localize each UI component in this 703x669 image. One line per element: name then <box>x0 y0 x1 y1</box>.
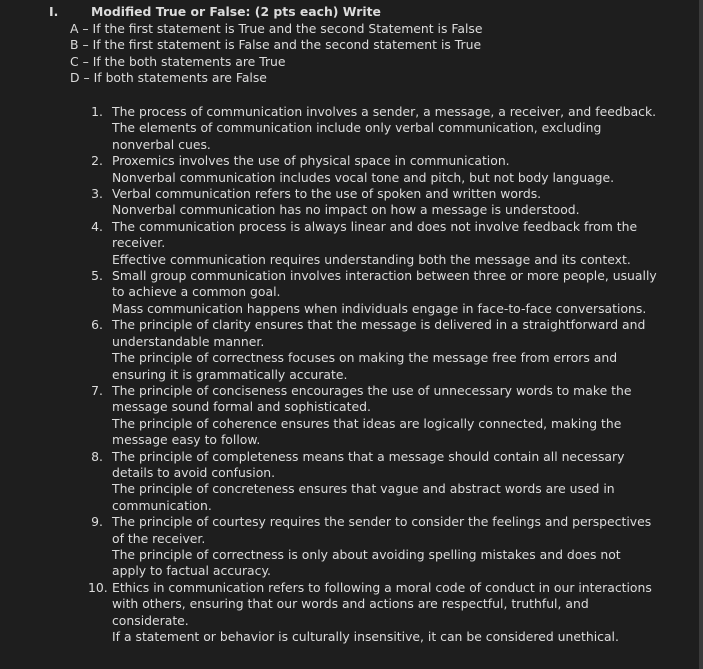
section-title: Modified True or False: (2 pts each) Write <box>91 4 381 19</box>
question-body <box>112 104 658 153</box>
first-statement: Proxemics involves the use of physical space in communication. <box>112 153 510 169</box>
first-statement: The principle of clarity ensures that the message is delivered in a straightforward and understandable manner. <box>112 317 646 349</box>
second-statement: The principle of correctness is only about avoiding spelling mistakes and does not apply to factual accuracy. <box>112 546 621 579</box>
question-body <box>112 383 658 449</box>
second-statement: Effective communication requires understanding both the message and its context. <box>112 251 631 267</box>
second-statement: Mass communication happens when individuals engage in face-to-face conversations. <box>112 300 647 316</box>
first-statement: Small group communication involves interaction between three or more people, usually to achieve a common goal. <box>112 268 657 300</box>
question-body <box>112 186 658 219</box>
first-statement: The process of communication involves a sender, a message, a receiver, and feedback. <box>112 104 657 119</box>
legend-item-b: B – If the first statement is False and the second statement is True <box>70 37 482 53</box>
question-number: 5. <box>91 268 103 284</box>
question-body <box>112 514 658 580</box>
answer-key-legend <box>70 21 482 87</box>
first-statement: Ethics in communication refers to following a moral code of conduct in our interactions with others, ensuring that our words and actions are respectful, truthful, and considerate. <box>112 579 652 628</box>
second-statement: Nonverbal communication includes vocal tone and pitch, but not body language. <box>112 169 615 185</box>
question-body <box>112 317 658 383</box>
question-item <box>88 153 668 186</box>
question-list <box>88 104 668 645</box>
question-number: 10. <box>88 579 108 595</box>
second-statement: If a statement or behavior is culturally insensitive, it can be considered unethical. <box>112 629 619 644</box>
question-item <box>88 186 668 219</box>
question-item <box>88 383 668 449</box>
question-number: 3. <box>91 186 103 202</box>
second-statement: The principle of correctness focuses on making the message free from errors and ensuring it is grammatically accurate. <box>112 350 618 382</box>
question-item <box>88 449 668 515</box>
question-item <box>88 580 668 646</box>
question-body <box>112 219 658 268</box>
second-statement: The principle of concreteness ensures that vague and abstract words are used in communication. <box>112 481 615 513</box>
page-edge <box>699 0 703 669</box>
legend-item-d: D – If both statements are False <box>70 70 267 86</box>
question-body <box>112 580 658 646</box>
question-body <box>112 268 658 317</box>
question-number: 4. <box>91 218 103 234</box>
second-statement: The principle of coherence ensures that ideas are logically connected, making the message easy to follow. <box>112 415 622 448</box>
question-item <box>88 268 668 317</box>
question-number: 7. <box>91 382 103 398</box>
legend-item-a: A – If the first statement is True and the second Statement is False <box>70 21 483 36</box>
section-number: I. <box>49 4 59 19</box>
legend-item-c: C – If the both statements are True <box>70 53 286 69</box>
second-statement: Nonverbal communication has no impact on how a message is understood. <box>112 202 580 218</box>
question-body <box>112 449 658 515</box>
question-number: 6. <box>91 317 103 333</box>
question-body <box>112 153 658 186</box>
first-statement: The principle of completeness means that a message should contain all necessary details to avoid confusion. <box>112 448 625 480</box>
question-item <box>88 317 668 383</box>
first-statement: The communication process is always linear and does not involve feedback from the receiver. <box>112 218 638 251</box>
first-statement: Verbal communication refers to the use of spoken and written words. <box>112 186 542 202</box>
question-item <box>88 514 668 580</box>
first-statement: The principle of conciseness encourages the use of unnecessary words to make the message sound formal and sophisticated. <box>112 382 632 415</box>
second-statement: The elements of communication include only verbal communication, excluding nonverbal cues. <box>112 120 602 152</box>
question-item <box>88 219 668 268</box>
question-item <box>88 104 668 153</box>
question-number: 1. <box>91 104 103 119</box>
first-statement: The principle of courtesy requires the sender to consider the feelings and perspectives of the receiver. <box>112 514 652 546</box>
question-number: 8. <box>91 448 103 464</box>
question-number: 9. <box>91 514 103 530</box>
question-number: 2. <box>91 153 103 169</box>
